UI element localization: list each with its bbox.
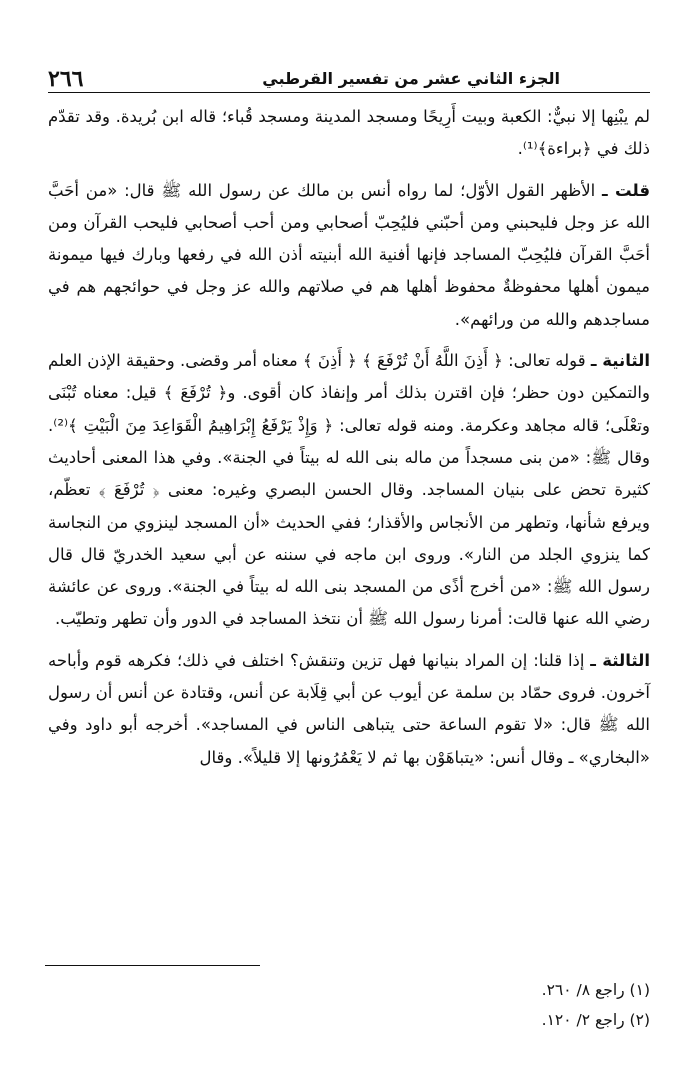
paragraph-3 (48, 345, 650, 636)
page-body (48, 101, 650, 774)
paragraph-1 (48, 101, 650, 166)
paragraph-lead: الثانية ـ (590, 351, 651, 371)
footnote-1: (١) راجع ٨/ ٢٦٠. (541, 981, 650, 999)
paragraph-2 (48, 175, 650, 336)
page-header (48, 52, 650, 93)
paragraph-text: قوله تعالى: ﴿ أَذِنَ اللَّهُ أَنْ تُرْفَعَ ﴾ ﴿ أَذِنَ ﴾ معناه أمر وقضى. وحقيقة الإذن العلم والتمكين دون حظر؛ فإن اقترن بذلك أمر وإنفاذ كان أقوى. و﴿ تُرْفَعَ ﴾ قيل: معناه تُبْنَى وتعْلَى؛ قاله مجاهد وعكرمة. ومنه قوله تعالى: ﴿ وَإِذْ يَرْفَعُ إِبْرَاهِيمُ الْقَوَاعِدَ مِنَ الْبَيْتِ ﴾⁽²⁾. وقال ﷺ: «من بنى مسجداً من ماله بنى الله له بيتاً في الجنة». وفي هذا المعنى أحاديث كثيرة تحض على بنيان المساجد. وقال الحسن البصري وغيره: معنى ﴿ تُرْفَعَ ﴾ تعظّم، ويرفع شأنها، وتطهر من الأنجاس والأقذار؛ ففي الحديث «أن المسجد لينزوي من النجاسة كما ينزوي الجلد من النار». وروى ابن ماجه في سننه عن أبي سعيد الخدريّ قال قال رسول الله ﷺ: «من أخرج أذًى من المسجد بنى الله له بيتاً في الجنة». وروى عن عائشة رضي الله عنها قالت: أمرنا رسول الله ﷺ أن نتخذ المساجد في الدور وأن تطهر وتطيّب. (48, 351, 650, 629)
paragraph-text: الأظهر القول الأوّل؛ لما رواه أنس بن مالك عن رسول الله ﷺ قال: «من أحَبَّ الله عز وجل فليحبني ومن أحبّني فليُحِبّ أصحابي ومن أحب أصحابي فليحب القرآن ومن أحَبَّ القرآن فليُحِبّ المساجد فإنها أفنية الله أبنيته أذن الله في رفعها وبارك فيها ميمونة ميمون أهلها محفوظةٌ محفوظ أهلها هم في صلاتهم والله عز وجل في حوائجهم هم في مساجدهم والله من ورائهم». (48, 180, 650, 329)
page-number: ٢٦٦ (48, 66, 84, 92)
paragraph-text: لم يبْنِها إلا نبيٌّ: الكعبة وبيت أَرِيحًا ومسجد المدينة ومسجد قُباء؛ قاله ابن بُريدة. وقد تقدّم ذلك في ﴿براءة﴾⁽¹⁾. (48, 107, 650, 159)
footnote-2: (٢) راجع ٢/ ١٢٠. (541, 1011, 650, 1029)
paragraph-text: إذا قلنا: إن المراد بنيانها فهل تزين وتنقش؟ اختلف في ذلك؛ فكرهه قوم وأباحه آخرون. فروى حمّاد بن سلمة عن أيوب عن أبي قِلَابة عن أنس، وقتادة عن أنس أن رسول الله ﷺ قال: «لا تقوم الساعة حتى يتباهى الناس في المساجد». أخرجه أبو داود وفي «البخاري» ـ وقال أنس: «يتباهَوْن بها ثم لا يَعْمُرُونها إلا قليلاً». وقال (48, 650, 650, 767)
footnotes (48, 975, 650, 1035)
running-title: الجزء الثاني عشر من تفسير القرطبي (262, 69, 560, 88)
paragraph-4 (48, 645, 650, 774)
paragraph-lead: قلت ـ (602, 180, 650, 200)
footnote-separator (45, 965, 260, 966)
paragraph-lead: الثالثة ـ (590, 650, 650, 670)
